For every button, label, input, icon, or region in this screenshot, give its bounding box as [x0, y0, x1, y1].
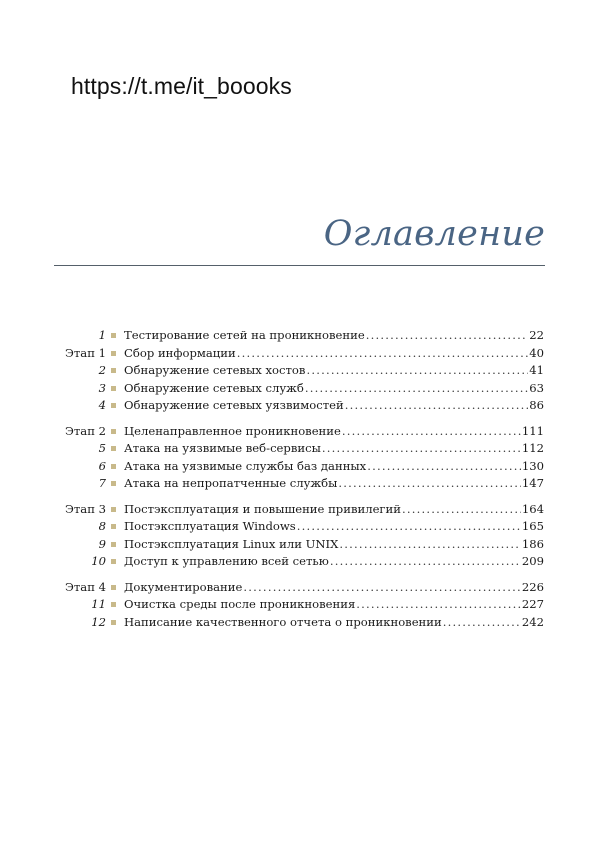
- square-bullet-icon: [111, 542, 116, 547]
- dot-leader: [297, 518, 521, 536]
- toc-group-4: [0, 579, 600, 632]
- toc-entry[interactable]: [0, 380, 600, 398]
- chapter-number: 9: [98, 536, 106, 551]
- entry-title: Обнаружение сетевых уязвимостей: [124, 398, 344, 412]
- chapter-number: 3: [98, 380, 106, 395]
- page-number: 40: [529, 345, 544, 360]
- entry-title: Доступ к управлению всей сетью: [124, 554, 329, 568]
- page-number: 226: [521, 579, 544, 594]
- square-bullet-icon: [111, 446, 116, 451]
- chapter-number: 10: [91, 554, 106, 568]
- entry-title: Обнаружение сетевых хостов: [124, 363, 306, 377]
- dot-leader: [443, 614, 521, 632]
- entry-title: Атака на уязвимые службы баз данных: [124, 458, 367, 473]
- toc-entry[interactable]: [0, 475, 600, 493]
- stage-number: Этап 2: [65, 423, 106, 438]
- dot-leader: [402, 501, 521, 519]
- table-of-contents: [0, 327, 600, 639]
- page-number: 111: [521, 423, 544, 438]
- toc-entry[interactable]: [0, 345, 600, 363]
- dot-leader: [342, 423, 521, 441]
- toc-entry[interactable]: [0, 362, 600, 380]
- dot-leader: [356, 596, 521, 614]
- page-number: 242: [521, 614, 544, 629]
- chapter-number: 2: [98, 363, 106, 377]
- chapter-number: 5: [98, 441, 106, 455]
- toc-entry[interactable]: [0, 518, 600, 536]
- chapter-number: 11: [91, 597, 106, 611]
- toc-group-1: [0, 327, 600, 415]
- entry-title: Документирование: [124, 579, 243, 594]
- dot-leader: [339, 536, 520, 554]
- toc-entry[interactable]: [0, 440, 600, 458]
- dot-leader: [366, 327, 529, 345]
- page-number: 112: [521, 441, 544, 455]
- dot-leader: [237, 345, 529, 363]
- entry-title: Постэксплуатация и повышение привилегий: [124, 501, 401, 516]
- square-bullet-icon: [111, 585, 116, 590]
- page-number: 63: [529, 380, 544, 395]
- toc-entry[interactable]: [0, 327, 600, 345]
- toc-entry[interactable]: [0, 397, 600, 415]
- square-bullet-icon: [111, 368, 116, 373]
- entry-title: Атака на уязвимые веб-сервисы: [124, 441, 321, 455]
- square-bullet-icon: [111, 559, 116, 564]
- chapter-number: 1: [98, 328, 106, 342]
- square-bullet-icon: [111, 333, 116, 338]
- square-bullet-icon: [111, 507, 116, 512]
- entry-title: Целенаправленное проникновение: [124, 423, 341, 438]
- stage-number: Этап 4: [65, 579, 106, 594]
- entry-title: Написание качественного отчета о проникновении: [124, 614, 442, 629]
- square-bullet-icon: [111, 524, 116, 529]
- dot-leader: [243, 579, 520, 597]
- dot-leader: [345, 397, 529, 415]
- page-number: 227: [521, 597, 544, 611]
- title-rule-divider: [54, 265, 545, 266]
- entry-title: Постэксплуатация Linux или UNIX: [124, 536, 339, 551]
- dot-leader: [367, 458, 521, 476]
- chapter-number: 12: [91, 614, 106, 629]
- entry-title: Очистка среды после проникновения: [124, 597, 356, 611]
- chapter-number: 6: [98, 458, 106, 473]
- page-number: 147: [521, 476, 544, 490]
- toc-entry[interactable]: [0, 458, 600, 476]
- square-bullet-icon: [111, 351, 116, 356]
- page-number: 164: [521, 501, 544, 516]
- page-title: Оглавление: [323, 214, 545, 254]
- entry-title: Атака на непропатченные службы: [124, 476, 338, 490]
- entry-title: Тестирование сетей на проникновение: [124, 328, 365, 342]
- entry-title: Постэксплуатация Windows: [124, 519, 296, 533]
- toc-group-2: [0, 423, 600, 493]
- dot-leader: [306, 362, 528, 380]
- toc-entry[interactable]: [0, 596, 600, 614]
- page-number: 186: [521, 536, 544, 551]
- square-bullet-icon: [111, 403, 116, 408]
- page-number: 86: [529, 398, 544, 412]
- toc-entry[interactable]: [0, 423, 600, 441]
- stage-number: Этап 3: [65, 501, 106, 516]
- chapter-number: 8: [98, 519, 106, 533]
- page-number: 165: [521, 519, 544, 533]
- square-bullet-icon: [111, 602, 116, 607]
- entry-title: Обнаружение сетевых служб: [124, 380, 304, 395]
- toc-entry[interactable]: [0, 536, 600, 554]
- toc-entry[interactable]: [0, 553, 600, 571]
- toc-entry[interactable]: [0, 614, 600, 632]
- square-bullet-icon: [111, 386, 116, 391]
- stage-number: Этап 1: [65, 345, 106, 360]
- dot-leader: [338, 475, 521, 493]
- page-number: 41: [529, 363, 544, 377]
- dot-leader: [322, 440, 521, 458]
- chapter-number: 7: [98, 476, 106, 490]
- chapter-number: 4: [98, 398, 106, 412]
- page-number: 209: [521, 554, 544, 568]
- square-bullet-icon: [111, 481, 116, 486]
- watermark-url: https://t.me/it_boooks: [71, 73, 292, 99]
- toc-entry[interactable]: [0, 579, 600, 597]
- toc-group-3: [0, 501, 600, 571]
- page-number: 130: [521, 458, 544, 473]
- square-bullet-icon: [111, 620, 116, 625]
- page-number: 22: [529, 328, 544, 342]
- dot-leader: [305, 380, 528, 398]
- entry-title: Сбор информации: [124, 345, 236, 360]
- square-bullet-icon: [111, 464, 116, 469]
- square-bullet-icon: [111, 429, 116, 434]
- dot-leader: [330, 553, 521, 571]
- toc-entry[interactable]: [0, 501, 600, 519]
